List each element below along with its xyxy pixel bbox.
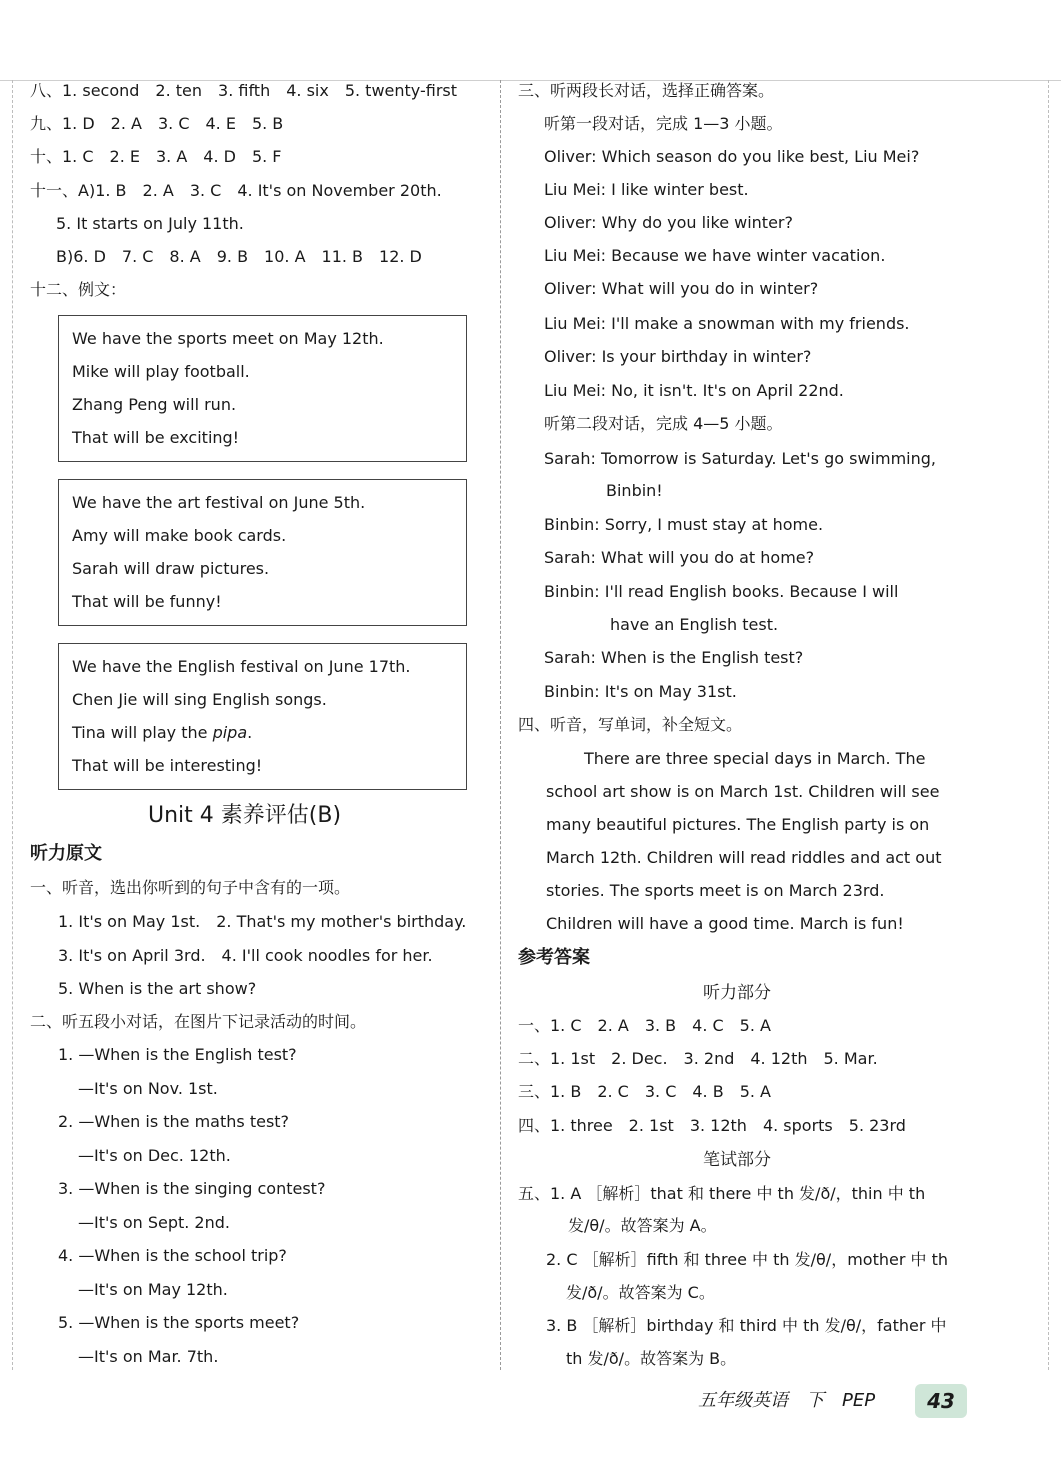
box-line: Amy will make book cards.	[72, 526, 287, 545]
box-line: Sarah will draw pictures.	[72, 559, 270, 578]
listening-line: —It's on May 12th.	[78, 1280, 228, 1299]
footer-label: 五年级英语 下 PEP	[698, 1390, 876, 1411]
dialogue-line: Binbin!	[606, 481, 663, 500]
box-line	[72, 723, 252, 743]
box-line: We have the art festival on June 5th.	[72, 493, 366, 512]
listening-line: 2. —When is the maths test?	[58, 1112, 290, 1131]
written-answer-line: 五、1. A ［解析］that 和 there 中 th 发/ð/，thin 中 th	[518, 1184, 926, 1203]
passage-line: There are three special days in March. The	[584, 749, 926, 768]
box-line: Chen Jie will sing English songs.	[72, 690, 327, 709]
example-box-1	[58, 315, 467, 462]
dialogue-line: Liu Mei: I like winter best.	[544, 180, 749, 199]
box-line: That will be funny!	[72, 592, 222, 611]
box-text: Tina will play the	[72, 723, 213, 742]
listening-line: 3. It's on April 3rd. 4. I'll cook noodles for her.	[58, 946, 433, 965]
dialogue-line: 听第二段对话，完成 4—5 小题。	[544, 414, 783, 433]
answer-line: 二、1. 1st 2. Dec. 3. 2nd 4. 12th 5. Mar.	[518, 1049, 878, 1068]
page-number: 43	[915, 1384, 967, 1418]
answer-line: 八、1. second 2. ten 3. fifth 4. six 5. twenty-first	[30, 81, 458, 100]
dialogue-line: Liu Mei: No, it isn't. It's on April 22nd.	[544, 381, 844, 400]
listening-line: —It's on Dec. 12th.	[78, 1146, 231, 1165]
box-line: Zhang Peng will run.	[72, 395, 237, 414]
dialogue-line: have an English test.	[610, 615, 779, 634]
passage-line: March 12th. Children will read riddles and act out	[546, 848, 942, 867]
listening-line: 3. —When is the singing contest?	[58, 1179, 326, 1198]
dialogue-line: Sarah: What will you do at home?	[544, 548, 815, 567]
answer-line: 5. It starts on July 11th.	[56, 214, 244, 233]
answer-line: 十、1. C 2. E 3. A 4. D 5. F	[30, 147, 282, 166]
unit-title: Unit 4 素养评估(B)	[148, 803, 342, 828]
dialogue-line: Oliver: What will you do in winter?	[544, 279, 819, 298]
dialogue-line: Oliver: Why do you like winter?	[544, 213, 793, 232]
answer-line: 三、1. B 2. C 3. C 4. B 5. A	[518, 1082, 772, 1101]
listening-line: 1. It's on May 1st. 2. That's my mother's birthday.	[58, 912, 467, 931]
written-answer-line: th 发/ð/。故答案为 B。	[566, 1349, 737, 1368]
dialogue-line: Sarah: When is the English test?	[544, 648, 804, 667]
listening-title: 听力原文	[30, 843, 102, 864]
left-margin-rule	[12, 80, 13, 1370]
listening-part-title: 听力部分	[703, 983, 771, 1003]
listening-line: 二、听五段小对话，在图片下记录活动的时间。	[30, 1012, 367, 1031]
dialogue-line: Binbin: I'll read English books. Because I will	[544, 582, 899, 601]
listening-line: —It's on Mar. 7th.	[78, 1347, 219, 1366]
listening-line: 一、听音，选出你听到的句子中含有的一项。	[30, 878, 351, 897]
written-part-title: 笔试部分	[703, 1150, 771, 1170]
example-box-3	[58, 643, 467, 790]
answer-line: 四、1. three 2. 1st 3. 12th 4. sports 5. 23rd	[518, 1116, 906, 1135]
box-line: We have the English festival on June 17th.	[72, 657, 411, 676]
answer-line: B)6. D 7. C 8. A 9. B 10. A 11. B 12. D	[56, 247, 422, 266]
written-answer-line: 发/θ/。故答案为 A。	[568, 1216, 717, 1235]
dialogue-line: Binbin: It's on May 31st.	[544, 682, 737, 701]
example-box-2	[58, 479, 467, 626]
dialogue-line: Binbin: Sorry, I must stay at home.	[544, 515, 824, 534]
written-answer-line: 3. B ［解析］birthday 和 third 中 th 发/θ/，father 中	[546, 1316, 947, 1335]
box-line: That will be interesting!	[72, 756, 263, 775]
box-line: Mike will play football.	[72, 362, 250, 381]
passage-line: many beautiful pictures. The English party is on	[546, 815, 930, 834]
dialogue-line: Sarah: Tomorrow is Saturday. Let's go swimming,	[544, 449, 936, 468]
passage-line: stories. The sports meet is on March 23rd.	[546, 881, 885, 900]
dialogue-line: Oliver: Is your birthday in winter?	[544, 347, 812, 366]
box-italic-word: pipa	[212, 723, 248, 742]
answer-line: 十二、例文：	[30, 280, 127, 299]
dialogue-line: 四、听音，写单词，补全短文。	[518, 715, 743, 734]
answer-line: 九、1. D 2. A 3. C 4. E 5. B	[30, 114, 284, 133]
dialogue-line: 三、听两段长对话，选择正确答案。	[518, 81, 775, 100]
written-answer-line: 发/ð/。故答案为 C。	[566, 1283, 715, 1302]
dialogue-line: Liu Mei: I'll make a snowman with my friends.	[544, 314, 910, 333]
box-text: .	[247, 723, 253, 742]
dialogue-line: Liu Mei: Because we have winter vacation.	[544, 246, 886, 265]
listening-line: 1. —When is the English test?	[58, 1045, 297, 1064]
passage-line: school art show is on March 1st. Children will see	[546, 782, 940, 801]
right-margin-rule	[1048, 80, 1049, 1370]
dialogue-line: Oliver: Which season do you like best, Liu Mei?	[544, 147, 920, 166]
passage-line: Children will have a good time. March is fun!	[546, 914, 904, 933]
box-line: That will be exciting!	[72, 428, 240, 447]
dialogue-line: 听第一段对话，完成 1—3 小题。	[544, 114, 783, 133]
answer-line: 十一、A)1. B 2. A 3. C 4. It's on November 20th.	[30, 181, 442, 200]
box-line: We have the sports meet on May 12th.	[72, 329, 384, 348]
written-answer-line: 2. C ［解析］fifth 和 three 中 th 发/θ/，mother 中 th	[546, 1250, 948, 1269]
listening-line: 5. —When is the sports meet?	[58, 1313, 300, 1332]
listening-line: —It's on Nov. 1st.	[78, 1079, 218, 1098]
column-divider	[500, 80, 501, 1370]
listening-line: —It's on Sept. 2nd.	[78, 1213, 230, 1232]
listening-line: 5. When is the art show?	[58, 979, 257, 998]
listening-line: 4. —When is the school trip?	[58, 1246, 287, 1265]
answer-line: 一、1. C 2. A 3. B 4. C 5. A	[518, 1016, 771, 1035]
answers-title: 参考答案	[518, 947, 590, 968]
